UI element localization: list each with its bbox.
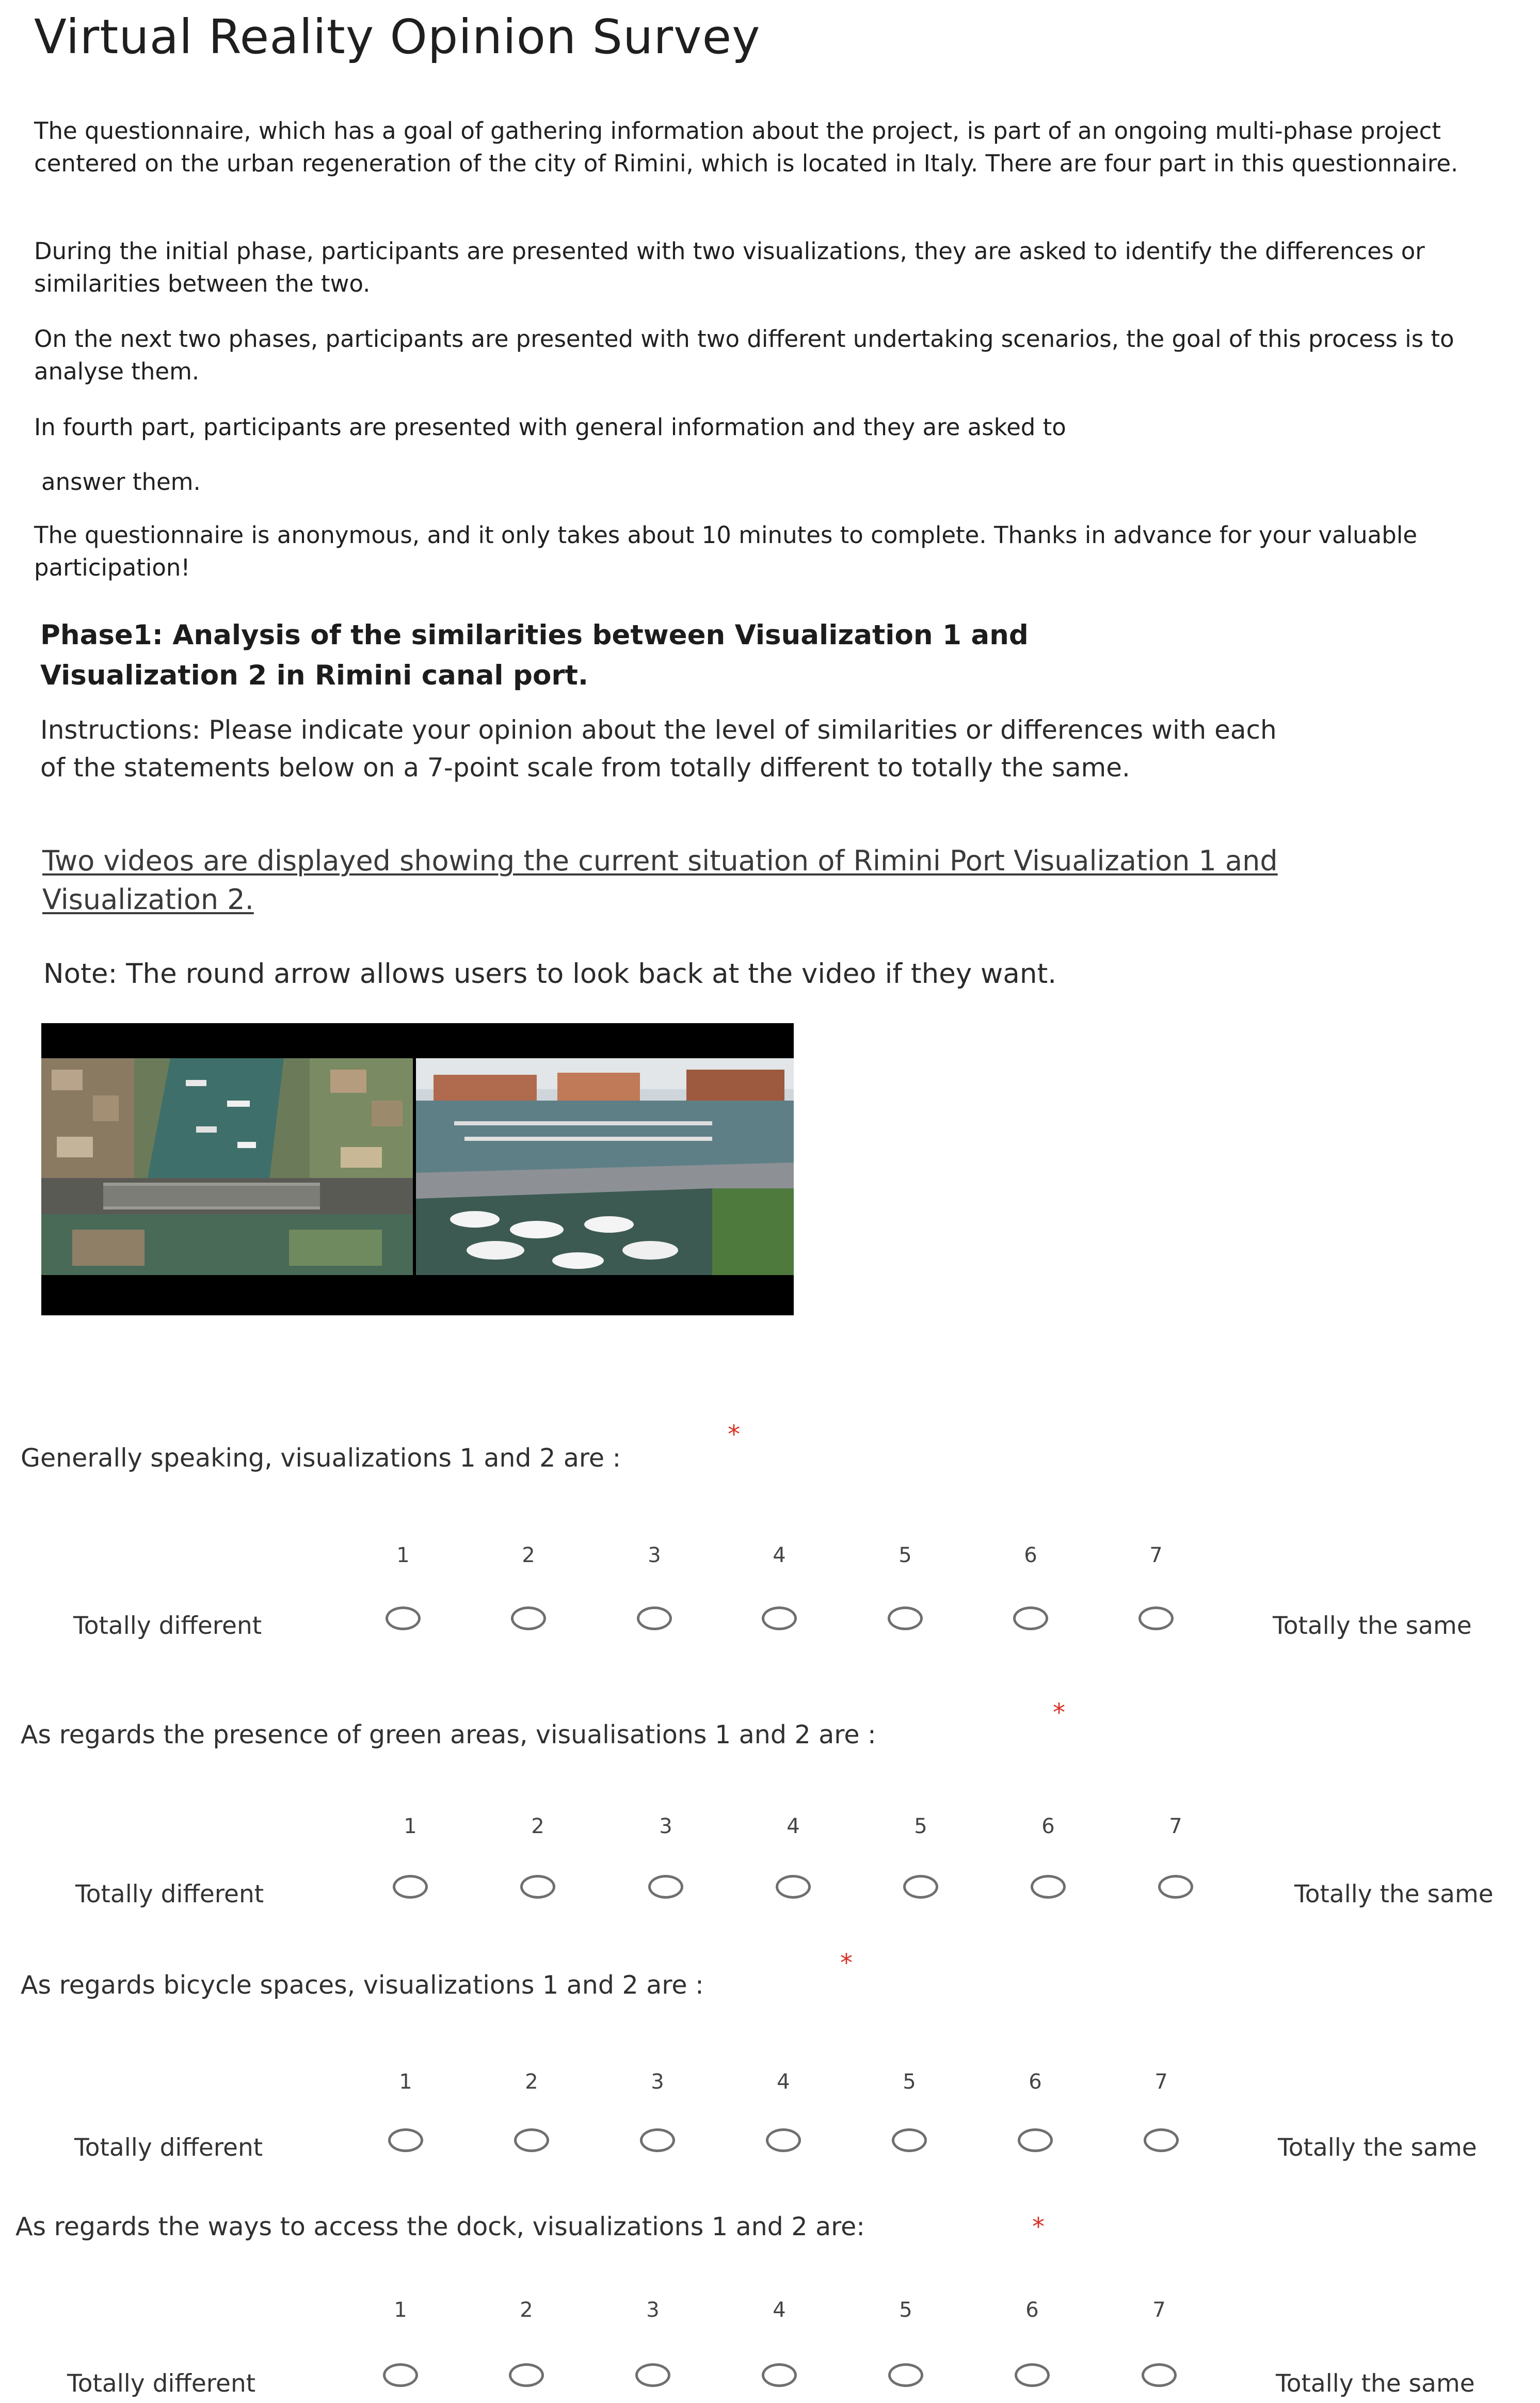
radio-option-7[interactable]: [1158, 1875, 1193, 1899]
scale-high-label: Totally the same: [1273, 1612, 1472, 1640]
required-marker: *: [1032, 2213, 1045, 2241]
radio-option-6[interactable]: [1031, 1875, 1066, 1899]
radio-option-6[interactable]: [1015, 2363, 1050, 2387]
radio-option-4[interactable]: [762, 2363, 797, 2387]
page-title: Virtual Reality Opinion Survey: [34, 9, 761, 65]
scale-label-5: 5: [903, 2070, 916, 2094]
scale-label-6: 6: [1029, 2070, 1042, 2094]
radio-option-2[interactable]: [520, 1875, 555, 1899]
scale-label-4: 4: [777, 2070, 790, 2094]
radio-option-4[interactable]: [776, 1875, 811, 1899]
intro-paragraph-4-continued: answer them.: [41, 468, 201, 496]
radio-option-7[interactable]: [1138, 1606, 1174, 1630]
scale-label-1: 1: [404, 1815, 417, 1838]
scale-label-2: 2: [525, 2070, 538, 2094]
radio-option-3[interactable]: [635, 2363, 670, 2387]
visualization-2-image: [416, 1058, 794, 1275]
scale-label-2: 2: [522, 1543, 535, 1567]
radio-option-1[interactable]: [388, 2128, 423, 2152]
scale-label-1: 1: [394, 2298, 407, 2322]
required-marker: *: [728, 1420, 740, 1449]
question-1-text: Generally speaking, visualizations 1 and 2 are :: [21, 1443, 621, 1473]
scale-high-label: Totally the same: [1294, 1880, 1494, 1908]
intro-paragraph-3: On the next two phases, participants are presented with two different undertaking scenarios, the goal of this process is to analyse them.: [34, 325, 1454, 385]
scale-label-7: 7: [1154, 2070, 1168, 2094]
scale-label-1: 1: [396, 1543, 410, 1567]
radio-option-5[interactable]: [892, 2128, 927, 2152]
scale-label-1: 1: [399, 2070, 412, 2094]
radio-option-1[interactable]: [383, 2363, 418, 2387]
scale-label-7: 7: [1169, 1815, 1182, 1838]
video-thumbnail: [41, 1023, 794, 1315]
radio-option-5[interactable]: [903, 1875, 938, 1899]
scale-label-2: 2: [531, 1815, 544, 1838]
scale-label-2: 2: [520, 2298, 533, 2322]
radio-option-1[interactable]: [386, 1606, 421, 1630]
scale-label-6: 6: [1041, 1815, 1055, 1838]
scale-label-7: 7: [1149, 1543, 1163, 1567]
radio-option-3[interactable]: [640, 2128, 675, 2152]
required-marker: *: [840, 1949, 853, 1978]
scale-label-5: 5: [914, 1815, 927, 1838]
radio-option-2[interactable]: [511, 1606, 546, 1630]
scale-label-3: 3: [659, 1815, 672, 1838]
intro-paragraph-1: The questionnaire, which has a goal of gathering information about the project, is part of an ongoing multi-phase project centered on the urban regeneration of the city of Rimini, which is located in Italy. There are four part in this questionnaire.: [34, 117, 1458, 177]
scale-low-label: Totally different: [73, 1612, 262, 1640]
radio-option-4[interactable]: [762, 1606, 797, 1630]
radio-option-4[interactable]: [766, 2128, 801, 2152]
radio-option-2[interactable]: [514, 2128, 549, 2152]
question-2-text: As regards the presence of green areas, visualisations 1 and 2 are :: [21, 1720, 876, 1749]
scale-label-4: 4: [787, 1815, 800, 1838]
scale-low-label: Totally different: [75, 1880, 264, 1908]
phase-title: Phase1: Analysis of the similarities between Visualization 1 and Visualization 2 in Rimini canal port.: [40, 619, 1029, 691]
required-marker: *: [1053, 1698, 1065, 1727]
radio-option-5[interactable]: [888, 2363, 923, 2387]
radio-option-7[interactable]: [1142, 2363, 1177, 2387]
scale-label-4: 4: [773, 1543, 786, 1567]
scale-high-label: Totally the same: [1276, 2369, 1475, 2398]
scale-label-5: 5: [899, 2298, 912, 2322]
scale-label-5: 5: [899, 1543, 912, 1567]
instructions-text: Instructions: Please indicate your opinion about the level of similarities or differences with each of the statements below on a 7-point scale from totally different to totally the same.: [40, 715, 1277, 783]
radio-option-3[interactable]: [637, 1606, 672, 1630]
scale-low-label: Totally different: [67, 2369, 256, 2398]
intro-paragraph-4: In fourth part, participants are presented with general information and they are asked to: [34, 413, 1066, 441]
scale-label-3: 3: [646, 2298, 660, 2322]
scale-high-label: Totally the same: [1278, 2134, 1477, 2162]
scale-label-4: 4: [773, 2298, 786, 2322]
video-player[interactable]: [41, 1023, 794, 1315]
scale-low-label: Totally different: [74, 2134, 263, 2162]
radio-option-3[interactable]: [648, 1875, 683, 1899]
radio-option-6[interactable]: [1013, 1606, 1048, 1630]
radio-option-5[interactable]: [888, 1606, 923, 1630]
visualization-1-image: [41, 1058, 413, 1275]
video-link[interactable]: Two videos are displayed showing the current situation of Rimini Port Visualization 1 and Visualization 2.: [42, 845, 1278, 916]
radio-option-7[interactable]: [1144, 2128, 1179, 2152]
scale-label-7: 7: [1152, 2298, 1166, 2322]
radio-option-6[interactable]: [1018, 2128, 1053, 2152]
intro-paragraph-5: The questionnaire is anonymous, and it only takes about 10 minutes to complete. Thanks in advance for your valuable participation!: [34, 521, 1418, 581]
question-4-text: As regards the ways to access the dock, visualizations 1 and 2 are:: [15, 2212, 865, 2241]
question-3-text: As regards bicycle spaces, visualizations 1 and 2 are :: [21, 1970, 704, 2000]
scale-label-6: 6: [1024, 1543, 1037, 1567]
scale-label-6: 6: [1025, 2298, 1039, 2322]
note-text: Note: The round arrow allows users to look back at the video if they want.: [43, 958, 1057, 990]
radio-option-2[interactable]: [509, 2363, 544, 2387]
scale-label-3: 3: [648, 1543, 661, 1567]
scale-label-3: 3: [651, 2070, 664, 2094]
radio-option-1[interactable]: [393, 1875, 428, 1899]
intro-paragraph-2: During the initial phase, participants are presented with two visualizations, they are asked to identify the differences or similarities between the two.: [34, 237, 1425, 297]
